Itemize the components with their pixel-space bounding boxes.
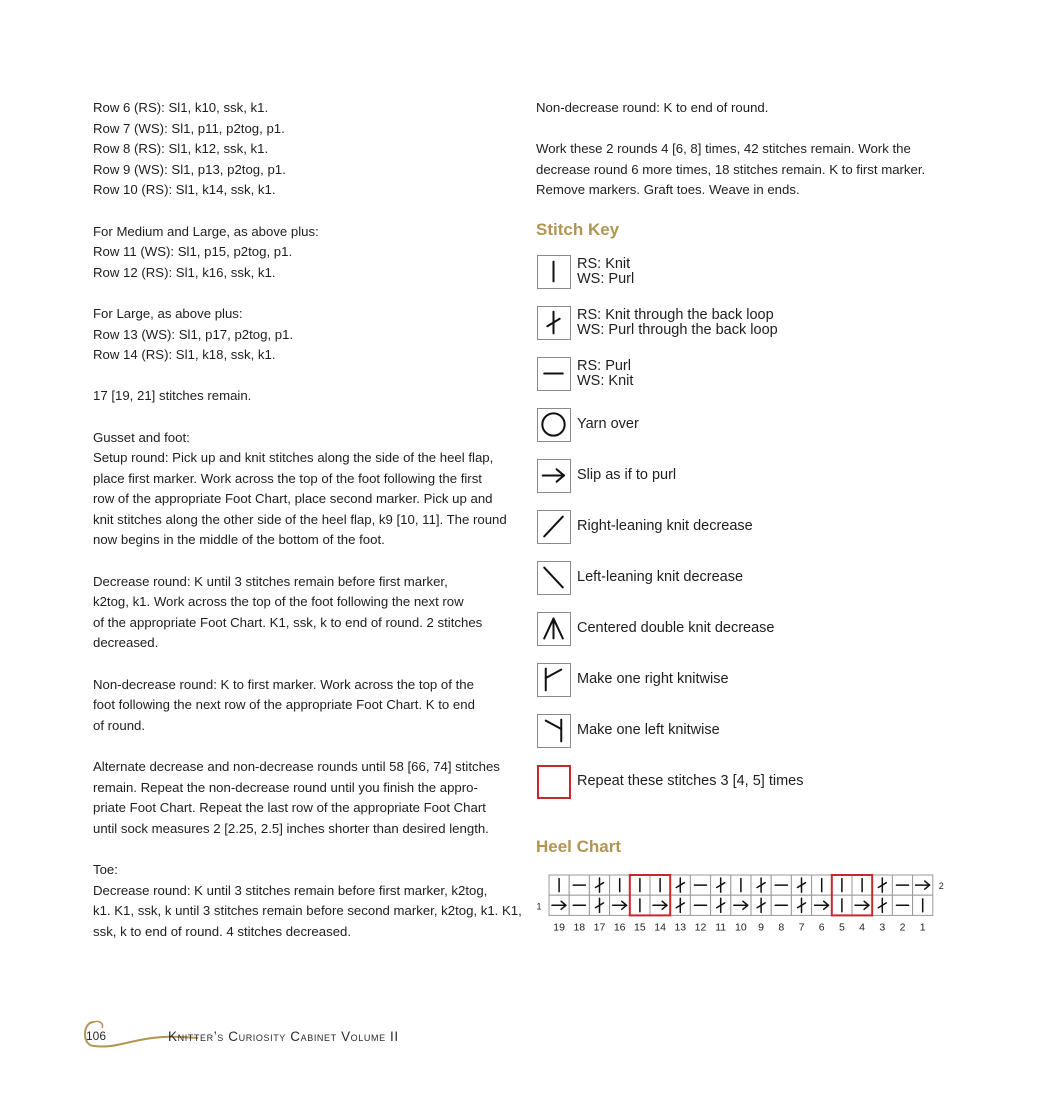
- book-title: Knitter’s Curiosity Cabinet Volume II: [168, 1029, 399, 1044]
- stitch-key-label: [577, 672, 729, 688]
- stitch-key-item: [537, 459, 676, 493]
- chart-column-number: 8: [778, 921, 785, 934]
- stitch-key-item: [537, 510, 753, 544]
- text-line: Setup round: Pick up and knit stitches along the side of the heel flap,: [93, 450, 494, 466]
- stitch-key-label: [577, 774, 803, 790]
- stitch-key-label-line1: Centered double knit decrease: [577, 620, 775, 637]
- text-line: For Large, as above plus:: [93, 305, 243, 321]
- text-line: Toe:: [93, 861, 118, 877]
- stitch-key-label: [577, 359, 633, 390]
- text-line: Row 8 (RS): Sl1, k12, ssk, k1.: [93, 141, 269, 157]
- stitch-key-label: [577, 519, 753, 535]
- text-line: Row 14 (RS): Sl1, k18, ssk, k1.: [93, 347, 276, 363]
- text-line: For Medium and Large, as above plus:: [93, 223, 319, 239]
- stitch-key-label: [577, 308, 778, 339]
- paragraph-spacer: [93, 654, 518, 675]
- stitch-key-label-line1: Yarn over: [577, 416, 639, 433]
- stitch-key-item: [537, 561, 743, 595]
- instructions-left-column: [93, 98, 522, 942]
- slip-arrow-icon: [537, 459, 571, 493]
- heel-chart: [530, 872, 960, 937]
- chart-row-number: 2: [938, 881, 944, 892]
- make-one-right-icon: [537, 663, 571, 697]
- paragraph-spacer: [93, 283, 518, 304]
- stitch-key-label: [577, 417, 639, 433]
- stitch-key-label: [577, 570, 743, 586]
- text-line: Row 13 (WS): Sl1, p17, p2tog, p1.: [93, 326, 294, 342]
- page-footer: [80, 1016, 480, 1056]
- chart-column-number: 15: [634, 921, 646, 934]
- stitch-key-label-line1: RS: Knit: [577, 255, 631, 272]
- stitch-key-item: [537, 408, 639, 442]
- stitch-key-item: [537, 765, 803, 799]
- text-line: k1. K1, ssk, k until 3 stitches remain before second marker, k2tog, k1. K1,: [93, 903, 522, 919]
- text-line: now begins in the middle of the bottom of the foot.: [93, 532, 385, 548]
- text-line: Decrease round: K until 3 stitches remain before first marker,: [93, 573, 448, 589]
- stitch-key-item: [537, 714, 720, 748]
- right-leaning-decrease-icon: [537, 510, 571, 544]
- page-number: 106: [86, 1029, 107, 1043]
- text-line: Row 10 (RS): Sl1, k14, ssk, k1.: [93, 182, 276, 198]
- chart-column-number: 14: [654, 921, 666, 934]
- text-line: Row 9 (WS): Sl1, p13, p2tog, p1.: [93, 161, 286, 177]
- text-line: Non-decrease round: K to end of round.: [536, 100, 769, 115]
- chart-column-number: 1: [919, 921, 926, 934]
- text-line: of round.: [93, 717, 146, 733]
- twisted-stitch-icon: [537, 306, 571, 340]
- stitch-key-label-line2: WS: Knit: [577, 373, 634, 389]
- chart-column-number: 2: [899, 921, 906, 934]
- paragraph-spacer: [93, 839, 518, 860]
- yarn-over-circle-icon: [537, 408, 571, 442]
- stitch-key-label-line1: Repeat these stitches 3 [4, 5] times: [577, 773, 804, 790]
- purl-horizontal-line-icon: [537, 357, 571, 391]
- text-line: place first marker. Work across the top of the foot following the first: [93, 470, 482, 486]
- stitch-key-label: [577, 257, 634, 288]
- chart-column-number: 19: [553, 921, 565, 934]
- stitch-key-label-line1: Slip as if to purl: [577, 467, 677, 484]
- text-line: 17 [19, 21] stitches remain.: [93, 388, 252, 404]
- text-line: row of the appropriate Foot Chart, place second marker. Pick up and: [93, 491, 493, 507]
- text-line: until sock measures 2 [2.25, 2.5] inches shorter than desired length.: [93, 820, 489, 836]
- text-line: Gusset and foot:: [93, 429, 190, 445]
- centered-double-decrease-icon: [537, 612, 571, 646]
- chart-column-number: 11: [715, 921, 727, 934]
- stitch-key-label-line2: WS: Purl: [577, 271, 635, 287]
- heel-chart-title: Heel Chart: [536, 837, 622, 856]
- text-line: decreased.: [93, 635, 159, 651]
- paragraph-spacer: [536, 119, 966, 140]
- text-line: ssk, k to end of round. 4 stitches decreased.: [93, 923, 352, 939]
- stitch-key-label-line1: RS: Knit through the back loop: [577, 306, 774, 323]
- chart-column-number: 6: [818, 921, 825, 934]
- chart-column-number: 9: [758, 921, 765, 934]
- text-line: foot following the next row of the appropriate Foot Chart. K to end: [93, 697, 475, 713]
- text-line: of the appropriate Foot Chart. K1, ssk, k to end of round. 2 stitches: [93, 614, 483, 630]
- stitch-key-label-line1: Right-leaning knit decrease: [577, 518, 753, 535]
- knit-purl-vertical-line-icon: [537, 255, 571, 289]
- chart-row-number: 1: [536, 901, 542, 912]
- text-line: Alternate decrease and non-decrease rounds until 58 [66, 74] stitches: [93, 759, 500, 774]
- stitch-key-item: [537, 306, 778, 340]
- text-line: Non-decrease round: K to first marker. Work across the top of the: [93, 676, 474, 692]
- paragraph-spacer: [93, 736, 518, 757]
- stitch-key-item: [537, 357, 633, 391]
- stitch-key-title: Stitch Key: [536, 220, 620, 239]
- chart-column-number: 10: [735, 921, 747, 934]
- text-line: Work these 2 rounds 4 [6, 8] times, 42 stitches remain. Work the: [536, 141, 911, 157]
- paragraph-spacer: [93, 366, 518, 387]
- chart-column-number: 17: [593, 921, 606, 934]
- make-one-left-icon: [537, 714, 571, 748]
- stitch-key-label-line1: Left-leaning knit decrease: [577, 569, 744, 586]
- stitch-key-label-line1: Make one right knitwise: [577, 671, 729, 688]
- stitch-key-label: [577, 621, 775, 637]
- stitch-key-label: [577, 468, 676, 484]
- instructions-right-column: [536, 98, 966, 201]
- stitch-key-item: [537, 255, 634, 289]
- text-line: knit stitches along the other side of the heel flap, k9 [10, 11]. The round: [93, 511, 507, 527]
- stitch-key-item: [537, 612, 775, 646]
- chart-column-number: 5: [838, 921, 845, 934]
- text-line: priate Foot Chart. Repeat the last row of the appropriate Foot Chart: [93, 800, 486, 816]
- stitch-key-label-line2: WS: Purl through the back loop: [577, 322, 778, 338]
- text-line: Row 12 (RS): Sl1, k16, ssk, k1.: [93, 264, 276, 280]
- text-line: remain. Repeat the non-decrease round until you finish the appro-: [93, 779, 478, 795]
- stitch-key-label-line1: RS: Purl: [577, 357, 631, 374]
- paragraph-spacer: [93, 551, 518, 572]
- text-line: decrease round 6 more times, 18 stitches remain. K to first marker.: [536, 161, 926, 177]
- stitch-key-label: [577, 723, 720, 739]
- repeat-box-icon: [537, 765, 571, 799]
- text-line: Row 7 (WS): Sl1, p11, p2tog, p1.: [93, 120, 285, 136]
- text-line: Decrease round: K until 3 stitches remain before first marker, k2tog,: [93, 882, 488, 898]
- text-line: k2tog, k1. Work across the top of the foot following the next row: [93, 594, 464, 610]
- chart-column-number: 7: [798, 921, 805, 934]
- left-leaning-decrease-icon: [537, 561, 571, 595]
- chart-column-number: 13: [674, 921, 687, 934]
- chart-column-number: 3: [879, 921, 886, 934]
- paragraph-spacer: [93, 407, 518, 428]
- paragraph-spacer: [93, 201, 518, 222]
- text-line: Remove markers. Graft toes. Weave in ends.: [536, 182, 800, 198]
- text-line: Row 6 (RS): Sl1, k10, ssk, k1.: [93, 100, 269, 115]
- stitch-key-item: [537, 663, 729, 697]
- chart-column-number: 4: [859, 921, 866, 934]
- stitch-key-label-line1: Make one left knitwise: [577, 722, 720, 739]
- chart-column-number: 16: [613, 921, 626, 934]
- text-line: Row 11 (WS): Sl1, p15, p2tog, p1.: [93, 244, 293, 260]
- chart-column-number: 18: [573, 921, 586, 934]
- chart-column-number: 12: [694, 921, 707, 934]
